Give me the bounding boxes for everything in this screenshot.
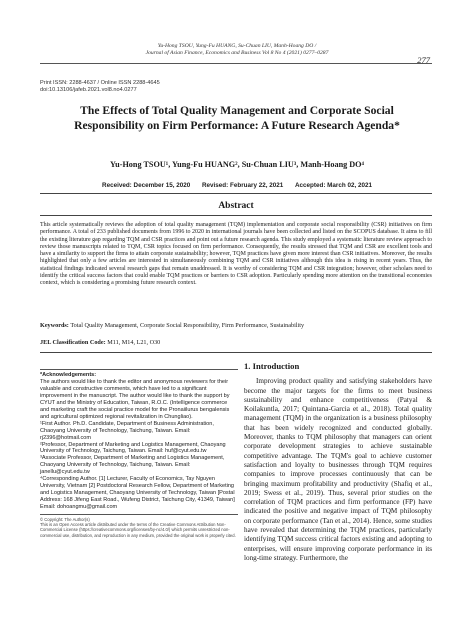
accepted-date: Accepted: March 02, 2021 — [294, 182, 372, 189]
abstract-text: This article systematically reviews the adoption of total quality management (TQM) implementation and corporate social responsibility (CSR) initiatives on firm performance. A total of 233 published documents from 1996 to 2020 in international journals have been collected and listed on the SCOPUS database. It aims to fill the existing literature gap regarding TQM and CSR practices and point out a future research agenda. This study employed a systematic literature review approach to review those manuscripts related to TQM, CSR topics focused on firm performance. Consequently, the results stressed that TQM and CSR are excellent tools and have a similarity to support the firms to attain corporate sustainability; however, TQM practices have given more interest than CSR initiatives. Moreover, the results highlighted that only a few articles are interested in simultaneously combining TQM and CSR initiatives although this idea is rising in recent years. Thus, the statistical findings indicated several research gaps that remain unaddressed. It is worthy of considering TQM and CSR integration; however, other scholars need to identify the critical success factors that could enable TQM practices or barriers to CSR adoption. Particularly spending more attention on the transitional economies context, which is considering a promising future research context. — [40, 222, 432, 286]
doi-line: doi:10.13106/jafeb.2021.vol8.no4.0277 — [40, 87, 137, 94]
body-divider — [40, 352, 432, 353]
introduction-text: Improving product quality and satisfying stakeholders have become the major targets for the firms to meet business sustainability and enhance competitiveness (Patyal & Koilakuntla, 2017; Quintana-Garcia et al., 2018). Total quality management (TQM) in the organization is a business philosophy that has been widely recognized and conducted globally. Moreover, thanks to TQM philosophy that managers can orient corporate development strategies to achieve sustainable competitive advantage. The TQM's goal to achieve customer satisfaction and loyalty to businesses through TQM requires companies to improve processes continuously that can be bringing maximum profitability and productivity (Shafiq et al., 2019; Swess et al., 2019). Thus, several prior studies on the correlation of TQM practices and firm performance (FP) have indicated the positive and negative impact of TQM philosophy on corporate performance (Tan et al., 2014). Hence, some studies have revealed that determining the TQM practices, particularly identifying TQM success critical factors existing and adopting to enterprises, will ensure improving corporate performance in its long-time strategy. Furthermore, the — [244, 377, 432, 562]
article-title — [40, 103, 434, 133]
acknowledgements-text: The authors would like to thank the editor and anonymous reviewers for their valuable and constructive comments, which have led to a significant improvement in the manuscript. The author would like to thank the support by CYUT and the Ministry of Education, Taiwan, R.O.C. (Intelligence commerce and marketing craft the social practice model for the Pronaiilurus bengalensis and agricultural optimized regional revitalization in Chungliao). — [40, 378, 230, 420]
keywords-line — [40, 322, 432, 329]
author-note-4: ⁴Corresponding Author. [1] Lecturer, Faculty of Economics, Tay Nguyen University, Vietnam [2] Postdoctoral Research Fellow, Department of Marketing and Logistics Management, Chaoyang University of Technology, Taiwan [Postal Address: 168 Jifeng East Road., Wufeng District, Taichung City, 41349, Taiwan] Email: dohoangmu@gmail.com — [40, 476, 235, 511]
abstract-section — [40, 193, 432, 327]
issn-line: Print ISSN: 2288-4637 / Online ISSN 2288-4645 — [40, 80, 160, 86]
running-head — [60, 43, 414, 57]
title-line-2: Responsibility on Firm Performance: A Future Research Agenda* — [74, 119, 400, 132]
running-head-journal: Journal of Asian Finance, Economics and Business Vol 8 No 4 (2021) 0277–0287 — [145, 50, 329, 56]
abstract-heading: Abstract — [218, 201, 254, 211]
introduction-section — [244, 362, 432, 563]
license-text: This is an Open Access article distributed under the terms of the Creative Commons Attribution Non-Commercial License (https://creativecommons.org/licenses/by-nc/4.0/) which permits unrestricted non-commercial use, distribution, and reproduction in any medium, provided the original work is properly cited. — [40, 522, 236, 538]
running-head-authors: Yu-Hong TSOU, Yung-Fu HUANG, Su-Chuan LIU, Manh-Hoang DO / — [157, 43, 317, 49]
abstract-heading-divider — [40, 215, 432, 216]
jel-label: JEL Classification Code: — [40, 339, 106, 346]
page-number: 277 — [417, 55, 430, 65]
author-note-1: ¹First Author. Ph.D. Candidate, Department of Business Administration, Chaoyang University of Technology, Taichung, Taiwan. Email: rj2396@hotmail.com — [40, 420, 214, 441]
revised-date: Revised: February 22, 2021 — [202, 182, 284, 189]
license-divider — [40, 514, 238, 515]
keywords-text: Total Quality Management, Corporate Social Responsibility, Firm Performance, Sustainability — [70, 322, 305, 329]
issn-block — [40, 80, 160, 94]
acknowledgements-heading: *Acknowledgements: — [40, 372, 97, 378]
introduction-heading: 1. Introduction — [244, 361, 300, 371]
abstract-top-divider — [40, 193, 432, 194]
jel-codes: M11, M14, L21, O30 — [107, 339, 161, 346]
author-note-3: ³Associate Professor, Department of Marketing and Logistics Management, Chaoyang University of Technology, Taichung, Taiwan. Email: janellu@cyut.edu.tw — [40, 455, 225, 476]
footnote-top-divider — [40, 369, 238, 370]
footnotes-column — [40, 369, 238, 538]
header-divider — [40, 63, 432, 64]
author-list: Yu-Hong TSOU¹, Yung-Fu HUANG², Su-Chuan LIU³, Manh-Hoang DO⁴ — [110, 160, 364, 169]
keywords-label: Keywords: — [40, 322, 69, 329]
received-date: Received: December 15, 2020 — [102, 182, 191, 189]
title-line-1: The Effects of Total Quality Management and Corporate Social — [80, 104, 394, 117]
publication-dates — [40, 182, 434, 189]
jel-line — [40, 339, 432, 346]
author-note-2: ²Professor, Department of Marketing and Logistics Management, Chaoyang University of Technology, Taichung, Taiwan. Email: huf@cyut.edu.tw — [40, 441, 226, 455]
copyright-line: © Copyright: The Author(s) — [40, 517, 90, 523]
